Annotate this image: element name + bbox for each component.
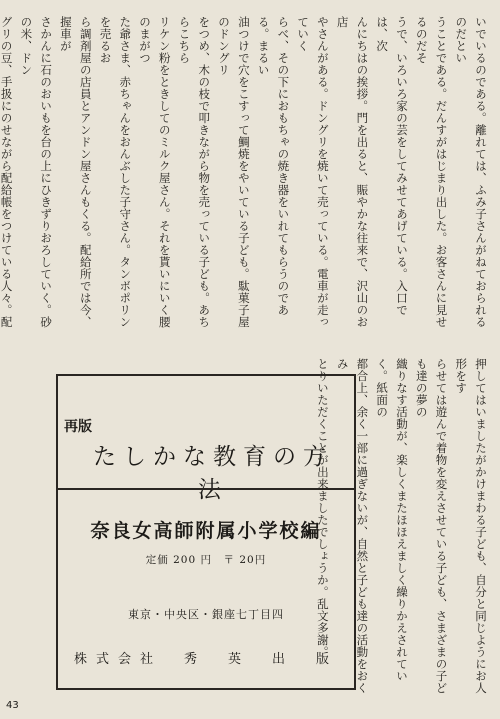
article-text-top [0,16,490,336]
article-text-bottom-right [315,358,490,698]
book-title: たしかな教育の方法 [93,444,333,503]
top_columns-line: うで、いろいろ家の芸をしてみせてあげている。入口では、次 [375,16,409,316]
top_columns-line: をつめ、木の枝で叩きながら物を売っている子ども。あちらこちら [177,16,212,328]
reprint-label: 再版 [64,419,92,435]
top_columns-line: やさんがある。ドングリを焼いて売っている。電車が走っていく [296,16,330,328]
top_columns-line: グリの豆、手扱にのせながら配給帳をつけている人々。配 [0,16,14,328]
book-author: 奈良女高師附属小学校編 [90,520,322,542]
publisher-address: 東京・中央区・銀座七丁目四 [128,608,284,621]
top_columns-line: いでいるのである。離れては、ふみ子さんがねておられるのだとい [454,16,488,328]
right_columns-line: 織りなす活動が、楽しくまたほほえましく繰りかえされていく。紙面の [375,358,409,682]
ad-divider [58,488,354,490]
right_columns-line: 都合上、余く一部に過ぎないが、自然と子ども達の活動をおくみ [335,358,370,694]
book-advertisement [56,374,356,690]
top_columns-line: さかんに石のおいもを台の上にひきずりおろしていく。砂の米、ドン [19,16,54,328]
top_columns-line: リケン粉をときしてのミルク屋さん。それを貰いにいく腰のまがつ [137,16,172,328]
top_columns-line: 油つけで穴をこすって鯛焼をやいている子ども。駄菓子屋のドングリ [217,16,251,328]
top_columns-line: ら調剤屋の店員とアンドン屋さんもくる。配給所では今、握車が [58,16,93,328]
right_columns-line: 押してはいましたがかけまわる子ども、自分と同じようにお人形をす [454,358,488,694]
right_columns-line: らせては遊んで着物を変えさせている子ども、さまざまの子ども達の夢の [414,358,449,694]
right_columns-line: とりいただくことが出来ましたでしょうか。乱文多謝。 [315,358,330,658]
top_columns-line: らべ、その下におもちゃの焼き器をいれてもらうのである。まるい [256,16,291,316]
publisher-name: 株式会社 秀 英 出 版 [73,652,338,667]
book-price: 定価 200 円 〒 20円 [145,554,267,566]
top_columns-line: うことである。だんすがはじまり出した。お客さんに見せるのだそ [414,16,449,328]
top_columns-line: んにちはの挨拶。門を出ると、賑やかな往来で、沢山のお店 [335,16,370,328]
top_columns-line: た爺さま、赤ちゃんをおんぶした子守さん。タンボポリンを売るお [98,16,133,328]
page-number: 43 [6,700,19,711]
